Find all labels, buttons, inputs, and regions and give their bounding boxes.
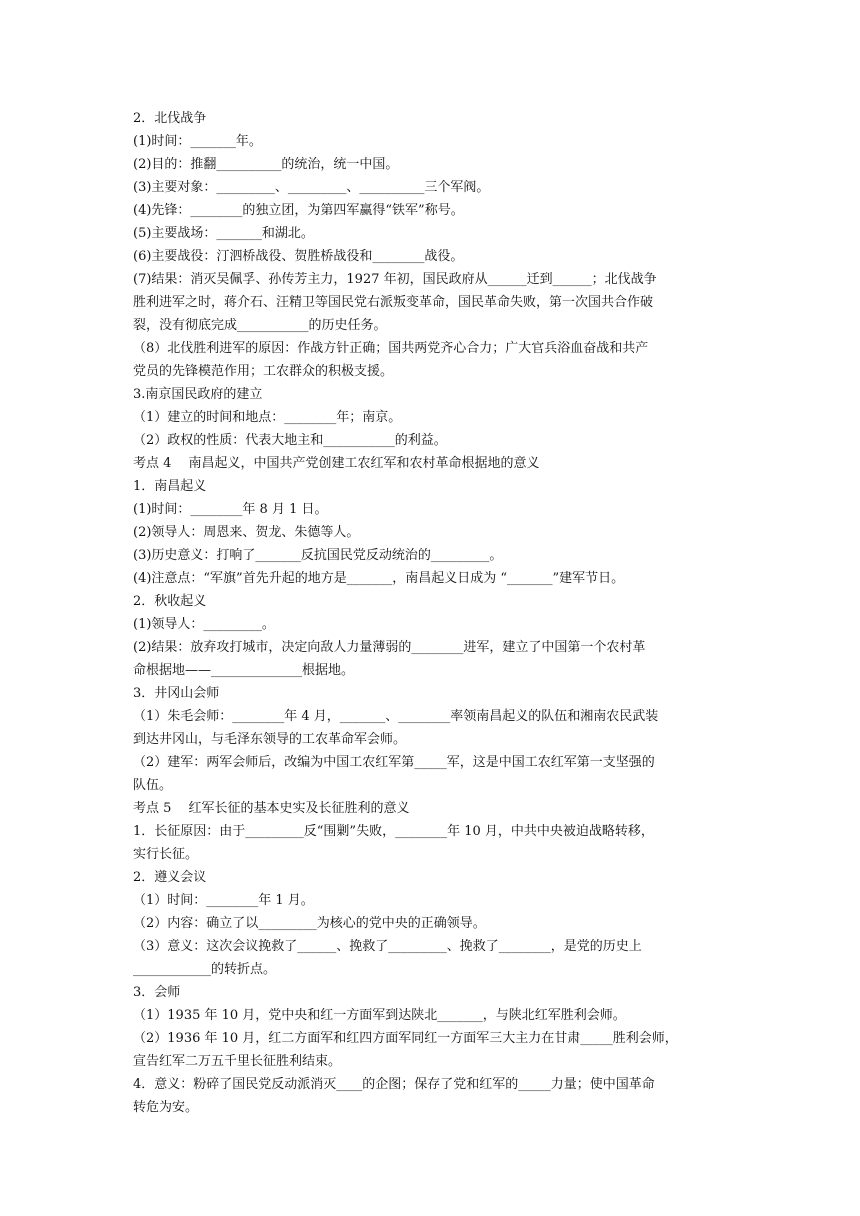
text-line: (7)结果：消灭吴佩孚、孙传芳主力，1927 年初，国民政府从______迁到______；北伐战争 bbox=[133, 272, 657, 287]
text-line: 队伍。 bbox=[133, 778, 173, 793]
text-line: 3.南京国民政府的建立 bbox=[133, 387, 263, 402]
text-line: (3)主要对象：_________、_________、__________三个军阀。 bbox=[133, 180, 490, 195]
text-line: （2）内容：确立了以_________为核心的党中央的正确领导。 bbox=[133, 916, 486, 931]
text-line: 考点 5 红军长征的基本史实及长征胜利的意义 bbox=[133, 801, 410, 816]
text-line: 党员的先锋模范作用；工农群众的积极支援。 bbox=[133, 364, 394, 379]
text-line: 1．南昌起义 bbox=[133, 479, 207, 494]
text-line: 2．北伐战争 bbox=[133, 111, 207, 126]
text-line: (2)目的：推翻__________的统治，统一中国。 bbox=[133, 157, 399, 172]
text-line: （1）朱毛会师：________年 4 月，_______、________率领南昌起义的队伍和湘南农民武装 bbox=[133, 709, 659, 724]
text-line: (5)主要战场：_______和湖北。 bbox=[133, 226, 314, 241]
text-line: 转危为安。 bbox=[133, 1100, 199, 1115]
text-line: (6)主要战役：汀泗桥战役、贺胜桥战役和________战役。 bbox=[133, 249, 464, 264]
text-line: （1）时间：________年 1 月。 bbox=[133, 893, 314, 908]
text-line: (1)时间：________年 8 月 1 日。 bbox=[133, 502, 328, 517]
text-line: 考点 4 南昌起义，中国共产党创建工农红军和农村革命根据地的意义 bbox=[133, 456, 540, 471]
text-line: (2)结果：放弃攻打城市，决定向敌人力量薄弱的________进军，建立了中国第一个农村革 bbox=[133, 640, 646, 655]
text-line: （1）建立的时间和地点：________年；南京。 bbox=[133, 410, 402, 425]
text-line: 命根据地——______________根据地。 bbox=[133, 663, 355, 678]
text-line: 2．秋收起义 bbox=[133, 594, 207, 609]
text-line: （2）建军：两军会师后，改编为中国工农红军第_____军，这是中国工农红军第一支坚强的 bbox=[133, 755, 655, 770]
text-line: (1)领导人：_________。 bbox=[133, 617, 275, 632]
text-line: （3）意义：这次会议挽救了______、挽救了_________、挽救了________，是党的历史上 bbox=[133, 939, 642, 954]
text-line: 宣告红军二万五千里长征胜利结束。 bbox=[133, 1054, 342, 1069]
text-line: (3)历史意义：打响了_______反抗国民党反动统治的_________。 bbox=[133, 548, 503, 563]
text-line: （2）政权的性质：代表大地主和___________的利益。 bbox=[133, 433, 447, 448]
text-line: (1)时间：_______年。 bbox=[133, 134, 262, 149]
text-line: 4．意义：粉碎了国民党反动派消灭____的企图；保存了党和红军的_____力量；使中国革命 bbox=[133, 1077, 655, 1092]
text-line: (4)先锋：________的独立团，为第四军赢得“铁军”称号。 bbox=[133, 203, 464, 218]
text-line: 3．井冈山会师 bbox=[133, 686, 220, 701]
text-line: 裂，没有彻底完成___________的历史任务。 bbox=[133, 318, 387, 333]
text-line: 3．会师 bbox=[133, 985, 181, 1000]
text-line: 2．遵义会议 bbox=[133, 870, 207, 885]
text-line: （8）北伐胜利进军的原因：作战方针正确；国共两党齐心合力；广大官兵浴血奋战和共产 bbox=[133, 341, 649, 356]
text-line: 胜利进军之时，蒋介石、汪精卫等国民党右派叛变革命，国民革命失败，第一次国共合作破 bbox=[133, 295, 654, 310]
text-line: 1．长征原因：由于_________反“围剿”失败，________年 10 月，中共中央被迫战略转移， bbox=[133, 824, 654, 839]
text-line: (2)领导人：周恩来、贺龙、朱德等人。 bbox=[133, 525, 360, 540]
text-line: 到达井冈山，与毛泽东领导的工农革命军会师。 bbox=[133, 732, 407, 747]
text-line: (4)注意点：“军旗”首先升起的地方是_______，南昌起义日成为 “_______”建军节日。 bbox=[133, 571, 625, 586]
document-body bbox=[133, 107, 740, 1119]
text-line: （2）1936 年 10 月，红二方面军和红四方面军同红一方面军三大主力在甘肃_____胜利会师， bbox=[133, 1031, 678, 1046]
text-line: ____________的转折点。 bbox=[133, 962, 277, 977]
text-line: （1）1935 年 10 月，党中央和红一方面军到达陕北_______，与陕北红军胜利会师。 bbox=[133, 1008, 626, 1023]
text-line: 实行长征。 bbox=[133, 847, 199, 862]
